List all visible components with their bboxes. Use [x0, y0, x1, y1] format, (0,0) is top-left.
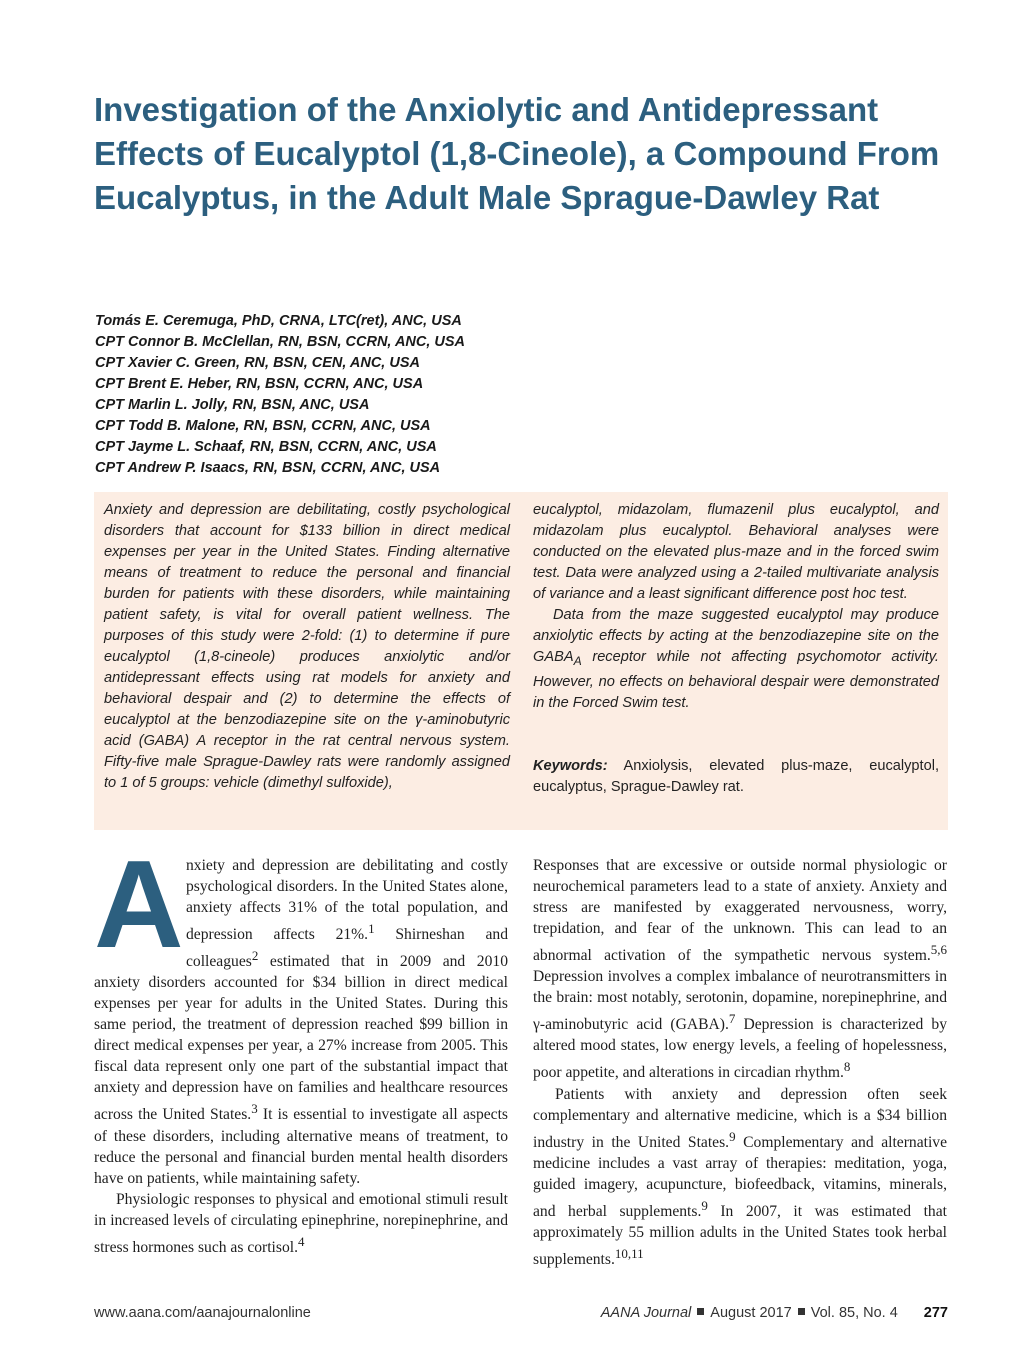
author: CPT Todd B. Malone, RN, BSN, CCRN, ANC, USA	[95, 418, 431, 434]
body-text: Depression involves a complex imbalance of neurotransmitters in the brain: most notably, serotonin, dopamine, norepinephrine, and γ-aminobutyric acid (GABA).	[533, 968, 947, 1034]
body-text: Depression is characterized by altered mood states, low energy levels, a feeling of hopelessness, poor appetite, and alterations in circadian rhythm.	[533, 1016, 948, 1082]
page-number: 277	[923, 1305, 948, 1321]
journal-name: AANA Journal	[600, 1305, 692, 1321]
square-bullet-icon	[798, 1308, 805, 1315]
body-text: Patients with anxiety and depression often seek complementary and alternative medicine, which is a $34 billion industry in the United States.	[533, 1085, 947, 1151]
body-paragraph	[94, 836, 508, 1189]
article-title: Investigation of the Anxiolytic and Antidepressant Effects of Eucalyptol (1,8-Cineole), a Compound From Eucalyptus, in the Adult Male Sprague-Dawley Rat	[94, 91, 940, 216]
citation: 9	[729, 1128, 736, 1144]
citation: 9	[701, 1197, 708, 1213]
author: CPT Xavier C. Green, RN, BSN, CEN, ANC, USA	[95, 355, 420, 371]
citation: 2	[251, 948, 259, 964]
body-text: nxiety and depression are debilitating and costly psychological disorders. In the United States alone, anxiety affects 31% of the total population, and depression affects 21%.	[186, 857, 508, 944]
citation: 8	[843, 1059, 851, 1075]
abstract-text: receptor while not affecting psychomotor activity. However, no effects on behavioral despair were demonstrated in the Forced Swim test.	[533, 649, 939, 711]
body-text: Responses that are excessive or outside normal physiologic or neurochemical parameters lead to a state of anxiety. Anxiety and stress are manifested by exaggerated nervousness, worry, trepidation, and fear of the unknown. This can lead to an abnormal activation of the sympathetic nervous system.	[533, 857, 947, 965]
author-list	[95, 311, 655, 479]
issue-date: August 2017	[710, 1305, 792, 1321]
citation: 1	[368, 921, 375, 936]
abstract-box	[94, 492, 948, 830]
page-footer	[94, 1305, 948, 1325]
keywords	[533, 756, 939, 798]
author: CPT Andrew P. Isaacs, RN, BSN, CCRN, ANC, USA	[95, 460, 441, 476]
body-right-column	[533, 855, 947, 1270]
author: CPT Brent E. Heber, RN, BSN, CCRN, ANC, USA	[95, 376, 424, 392]
body-text: Physiologic responses to physical and emotional stimuli result in increased levels of circulating epinephrine, norepinephrine, and stress hormones such as cortisol.	[94, 1190, 508, 1256]
citation: 5,6	[930, 942, 947, 957]
body-paragraph	[533, 1084, 947, 1271]
body-text: In 2007, it was estimated that approximately 55 million adults in the United States took herbal supplements.	[533, 1202, 947, 1269]
abstract-paragraph: Anxiety and depression are debilitating, costly psychological disorders that account for $133 billion in direct medical expenses per year in the United States. Finding alternative means of treatment to reduce the personal and financial burden for patients with these disorders, while maintaining patient safety, is vital for overall patient wellness. The purposes of this study were 2-fold: (1) to determine if pure eucalyptol (1,8-cineole) produces anxiolytic and/or antidepressant effects using rat models for anxiety and behavioral despair and (2) to determine the effects of eucalyptol at the benzodiazepine site on the γ-aminobutyric acid (GABA) A receptor in the rat central nervous system. Fifty-five male Sprague-Dawley rats were randomly assigned to 1 of 5 groups: vehicle (dimethyl sulfoxide),	[104, 502, 510, 791]
author: CPT Jayme L. Schaaf, RN, BSN, CCRN, ANC, USA	[95, 439, 437, 455]
subscript: A	[573, 653, 582, 668]
author: CPT Marlin L. Jolly, RN, BSN, ANC, USA	[95, 397, 370, 413]
body-left-column	[94, 836, 508, 1258]
body-text: Complementary and alternative medicine includes a vast array of therapies: meditation, yoga, guided imagery, acupuncture, biofeedback, vitamins, minerals, and herbal supplements.	[533, 1133, 948, 1220]
journal-url-link[interactable]: www.aana.com/aanajournalonline	[94, 1305, 311, 1321]
citation: 3	[251, 1101, 258, 1117]
volume-number: Vol. 85, No. 4	[810, 1305, 898, 1321]
drop-cap: A	[94, 836, 184, 974]
abstract-text: Data from the maze suggested eucalyptol may produce anxiolytic effects by acting at the benzodiazepine site on the GABA	[533, 607, 939, 665]
journal-citation	[601, 1305, 948, 1321]
body-text: Shirneshan and colleagues	[186, 926, 508, 971]
keywords-label: Keywords:	[533, 757, 608, 774]
citation: 4	[298, 1233, 305, 1249]
abstract-paragraph	[533, 605, 939, 714]
square-bullet-icon	[697, 1308, 704, 1315]
author: Tomás E. Ceremuga, PhD, CRNA, LTC(ret), ANC, USA	[95, 313, 462, 329]
body-paragraph	[94, 1189, 508, 1258]
keywords-text: Anxiolysis, elevated plus-maze, eucalyptol, eucalyptus, Sprague-Dawley rat.	[533, 757, 939, 795]
body-text: It is essential to investigate all aspects of these disorders, including alternative means of treatment, to reduce the personal and financial burden mental health disorders have on patients, while maintaining safety.	[94, 1106, 508, 1187]
citation: 7	[728, 1011, 736, 1027]
body-text: estimated that in 2009 and 2010 anxiety disorders accounted for $34 billion in direct medical expenses per year for adults in the United States. During this same period, the treatment of depression reached $99 billion in direct medical expenses per year, a 27% increase from 2005. This fiscal data represent only one part of the substantial impact that anxiety and depression have on families and healthcare resources across the United States.	[94, 953, 508, 1124]
abstract-left-column	[104, 500, 510, 794]
abstract-paragraph: eucalyptol, midazolam, flumazenil plus eucalyptol, and midazolam plus eucalyptol. Behavioral analyses were conducted on the elevated plus-maze and in the forced swim test. Data were analyzed using a 2-tailed multivariate analysis of variance and a least significant difference post hoc test.	[533, 502, 939, 602]
author: CPT Connor B. McClellan, RN, BSN, CCRN, ANC, USA	[95, 334, 466, 350]
body-paragraph	[533, 855, 947, 1084]
citation: 10,11	[614, 1245, 644, 1261]
abstract-right-column	[533, 500, 939, 798]
